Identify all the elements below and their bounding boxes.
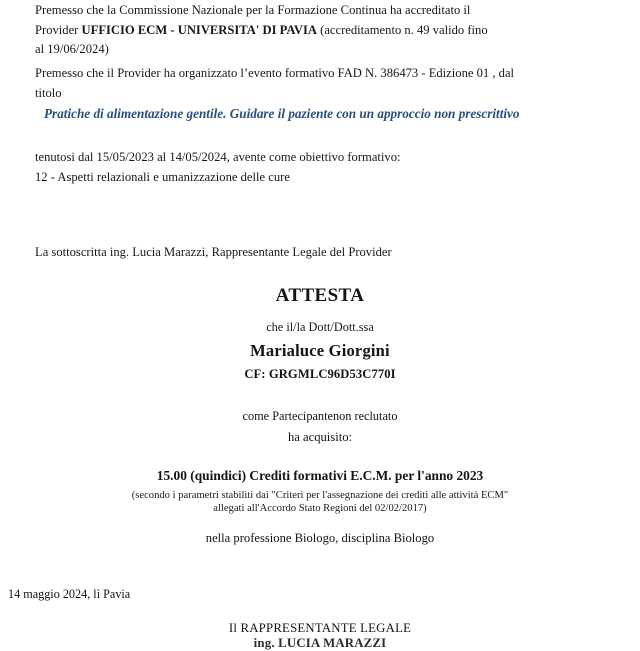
profession-line: nella professione Biologo, disciplina Biologo bbox=[205, 531, 435, 545]
credits-amount: 15.00 (quindici) Crediti formativi E.C.M. per l'anno 2023 bbox=[156, 468, 484, 483]
participant-role: come Partecipantenon reclutato bbox=[242, 409, 398, 423]
premessa-commissione-line-3: al 19/06/2024) bbox=[35, 42, 109, 57]
sottoscritta-line: La sottoscritta ing. Lucia Marazzi, Rappresentante Legale del Provider bbox=[35, 245, 392, 259]
che-il-la-label: che il/la Dott/Dott.ssa bbox=[266, 320, 374, 334]
date-and-place: 14 maggio 2024, lì Pavia bbox=[8, 587, 131, 601]
premessa-commissione-line-1: Premesso che la Commissione Nazionale per la Formazione Continua ha accreditato il bbox=[35, 3, 471, 17]
participant-name: Marialuce Giorgini bbox=[250, 341, 390, 360]
event-title: Pratiche di alimentazione gentile. Guidare il paziente con un approccio non prescrittivo bbox=[44, 106, 520, 121]
signer-title: Il RAPPRESENTANTE LEGALE bbox=[228, 621, 412, 635]
provider-label: Provider bbox=[35, 22, 82, 37]
periodo-line: tenutosi dal 15/05/2023 al 14/05/2024, avente come obiettivo formativo: bbox=[35, 150, 401, 164]
titolo-label: titolo bbox=[35, 85, 62, 100]
obiettivo-formativo: 12 - Aspetti relazionali e umanizzazione delle cure bbox=[35, 169, 290, 184]
credits-footnote-line-2: allegati all'Accordo Stato Regioni del 02/02/2017) bbox=[213, 503, 427, 515]
attesta-heading: ATTESTA bbox=[275, 285, 365, 306]
premessa-evento-block bbox=[35, 64, 620, 103]
premessa-commissione-block bbox=[35, 1, 615, 60]
accreditation-number: (accreditamento n. 49 valido fino bbox=[316, 22, 488, 37]
credits-footnote bbox=[0, 489, 640, 516]
provider-name: UFFICIO ECM - UNIVERSITA' DI PAVIA bbox=[81, 22, 317, 37]
periodo-block bbox=[35, 148, 595, 187]
ha-acquisito-label: ha acquisito: bbox=[287, 430, 352, 444]
premessa-commissione-line-2 bbox=[35, 21, 615, 41]
evento-formativo-line: Premesso che il Provider ha organizzato l’evento formativo FAD N. 386473 - Edizione 01 , dal bbox=[35, 66, 515, 80]
signer-name: ing. LUCIA MARAZZI bbox=[253, 636, 387, 650]
fiscal-code: CF: GRGMLC96D53C770I bbox=[244, 367, 396, 381]
credits-footnote-line-1: (secondo i parametri stabiliti dai "Criteri per l'assegnazione dei crediti alle attività ECM" bbox=[131, 490, 509, 501]
